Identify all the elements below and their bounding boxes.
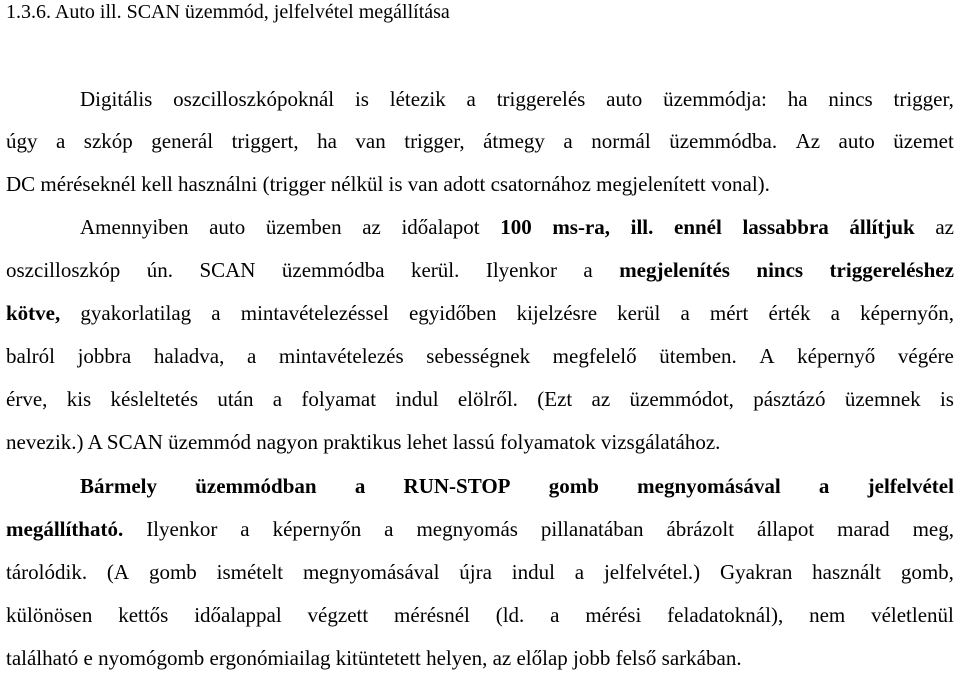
paragraph-2-line-4 (6, 343, 954, 369)
word: ütemben. (659, 344, 737, 368)
word: Ilyenkor (146, 517, 218, 541)
word: gyakorlatilag (80, 301, 192, 325)
word: jelfelvétel.) (603, 560, 701, 584)
word: trigger, (893, 87, 954, 111)
paragraph-3-line-2 (6, 516, 954, 542)
word: gomb (148, 560, 197, 584)
word: kötve, (6, 301, 61, 325)
word: Bármely (80, 474, 157, 498)
word: ábrázolt (666, 517, 735, 541)
word: auto (209, 215, 246, 239)
word: nincs (756, 258, 804, 282)
word: a (563, 129, 573, 153)
word: ismételt (216, 560, 284, 584)
word: képernyőn (272, 517, 362, 541)
word: megjelenítés (619, 258, 730, 282)
word: végzett (307, 603, 369, 627)
word: megállítható. (6, 517, 124, 541)
word: ún. (146, 258, 173, 282)
word: balról (6, 344, 55, 368)
word: a (211, 301, 221, 325)
word: van (355, 129, 386, 153)
paragraph-2-line-5 (6, 386, 954, 412)
word: a (384, 517, 394, 541)
word: üzemmódban (195, 474, 317, 498)
paragraph-2-line-1 (80, 214, 954, 240)
word: a (574, 560, 585, 584)
word: a (830, 301, 840, 325)
word: állapot (757, 517, 815, 541)
word: ha (317, 129, 337, 153)
section-heading: 1.3.6. Auto ill. SCAN üzemmód, jelfelvétel megállítása (6, 1, 450, 23)
word: üzemben (265, 215, 342, 239)
word: a (354, 474, 366, 498)
paragraph-3-line-4 (6, 602, 954, 628)
word: az (591, 387, 611, 411)
word: kettős (118, 603, 169, 627)
word: ennél (674, 215, 722, 239)
word: mintavételezés (278, 344, 404, 368)
word: a (583, 258, 593, 282)
paragraph-1-line-1 (80, 86, 954, 112)
word: a (272, 387, 283, 411)
word: feladatoknál), (667, 603, 784, 627)
word: (A (106, 560, 130, 584)
word: a (55, 129, 66, 153)
word: használt (812, 560, 881, 584)
word: (Ezt (537, 387, 573, 411)
word: (ld. (495, 603, 525, 627)
word: a (466, 87, 476, 111)
word: ha (787, 87, 808, 111)
paragraph-3-line-3 (6, 559, 954, 585)
word: A (759, 344, 775, 368)
word: SCAN (199, 258, 256, 282)
word: szkóp (83, 129, 133, 153)
word: megfelelő (552, 344, 637, 368)
word: üzemmódba. (669, 129, 778, 153)
word: üzemet (893, 129, 954, 153)
word: újra (459, 560, 492, 584)
word: átmegy (483, 129, 545, 153)
word: mintavételezéssel (240, 301, 389, 325)
word: megnyomásával (637, 474, 781, 498)
word: triggereléshez (829, 258, 954, 282)
word: RUN-STOP (403, 474, 511, 498)
word: megnyomásával (302, 560, 440, 584)
word: oszcilloszkóp (6, 258, 121, 282)
word: sebességnek (426, 344, 531, 368)
word: az (935, 215, 954, 239)
word: a (240, 517, 250, 541)
word: Amennyiben (80, 215, 189, 239)
word: trigger, (404, 129, 465, 153)
word: jobbra (77, 344, 132, 368)
paragraph-2-line-6: nevezik.) A SCAN üzemmód nagyon praktikus lehet lassú folyamatok vizsgálatához. (6, 430, 721, 454)
word: is (939, 387, 954, 411)
word: a (818, 474, 830, 498)
word: érve, (6, 387, 48, 411)
word: pásztázó (753, 387, 826, 411)
word: üzemmódja: (663, 87, 767, 111)
word: Az (795, 129, 821, 153)
word: kerül (617, 301, 661, 325)
word: mérési (585, 603, 642, 627)
paragraph-2-line-2 (6, 257, 954, 283)
word: ms-ra, (552, 215, 611, 239)
word: 100 (500, 215, 532, 239)
word: után (217, 387, 254, 411)
paragraph-3-line-1 (80, 473, 954, 499)
word: úgy (6, 129, 38, 153)
word: indul (511, 560, 555, 584)
word: az (362, 215, 381, 239)
word: időalapot (401, 215, 480, 239)
word: megnyomás (416, 517, 518, 541)
word: Gyakran (720, 560, 793, 584)
word: egyidőben (408, 301, 497, 325)
word: triggerelés (496, 87, 586, 111)
word: időalappal (194, 603, 282, 627)
paragraph-2-line-3 (6, 300, 954, 326)
word: nem (809, 603, 846, 627)
word: képernyőn, (860, 301, 954, 325)
word: marad (837, 517, 890, 541)
word: gomb (548, 474, 599, 498)
word: generál (151, 129, 214, 153)
word: kerül. (410, 258, 460, 282)
word: mérésnél (394, 603, 470, 627)
word: lassabbra (742, 215, 829, 239)
word: a (680, 301, 690, 325)
word: ill. (630, 215, 654, 239)
word: folyamat (301, 387, 377, 411)
word: tárolódik. (6, 560, 88, 584)
word: elölről. (457, 387, 518, 411)
word: meg, (912, 517, 954, 541)
word: auto (606, 87, 643, 111)
word: végére (897, 344, 954, 368)
word: kijelzésre (516, 301, 598, 325)
word: Ilyenkor (485, 258, 557, 282)
word: nincs (828, 87, 873, 111)
word: különösen (6, 603, 93, 627)
word: jelfelvétel (867, 474, 954, 498)
word: a (246, 344, 257, 368)
word: kis (66, 387, 92, 411)
word: képernyő (797, 344, 876, 368)
word: véletlenül (871, 603, 954, 627)
paragraph-3-line-5: található e nyomógomb ergonómiailag kitüntetett helyen, az előlap jobb felső sarkában. (6, 646, 742, 670)
word: érték (768, 301, 811, 325)
word: pillanatában (540, 517, 644, 541)
word: létezik (389, 87, 446, 111)
word: haladva, (153, 344, 225, 368)
word: gomb, (900, 560, 954, 584)
word: triggert, (231, 129, 299, 153)
word: állítjuk (849, 215, 915, 239)
word: auto (838, 129, 875, 153)
word: is (354, 87, 369, 111)
word: oszcilloszkópoknál (173, 87, 335, 111)
paragraph-1-line-2 (6, 128, 954, 154)
word: mért (709, 301, 749, 325)
word: üzemnek (844, 387, 921, 411)
word: késleltetés (110, 387, 198, 411)
word: a (550, 603, 560, 627)
word: üzemmódot, (629, 387, 734, 411)
word: Digitális (80, 87, 153, 111)
paragraph-1-line-3: DC méréseknél kell használni (trigger nélkül is van adott csatornához megjelenített vonal). (6, 172, 770, 196)
word: üzemmódba (281, 258, 385, 282)
word: normál (591, 129, 651, 153)
word: indul (395, 387, 439, 411)
